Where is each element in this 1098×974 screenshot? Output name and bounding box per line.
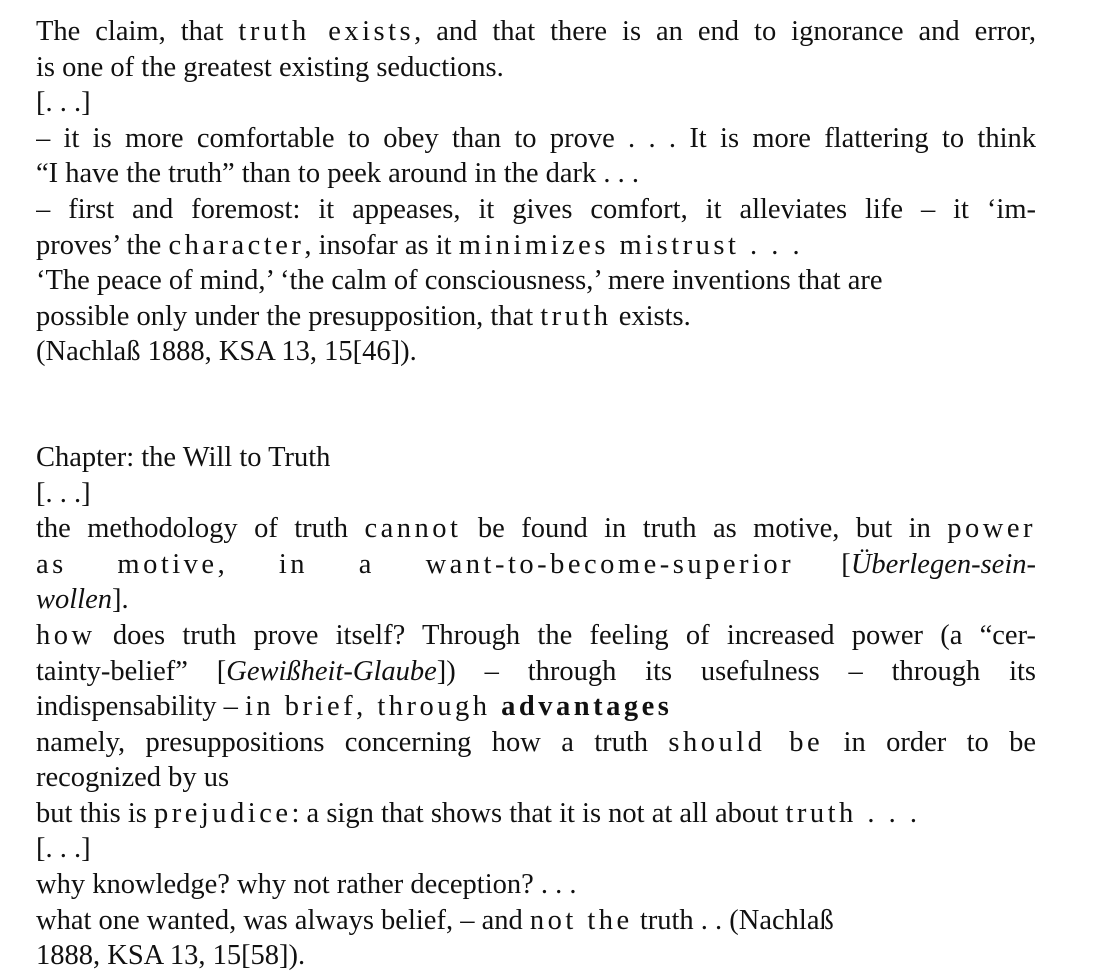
text-line: what one wanted, was always belief, – and not the truth . . (Nachlaß — [36, 904, 834, 936]
text-line: namely, presuppositions concerning how a truth should be in order to be — [36, 726, 1036, 758]
text-line: ‘The peace of mind,’ ‘the calm of consciousness,’ mere inventions that are — [36, 265, 883, 297]
block-spacer — [36, 370, 1036, 440]
citation: 1888, KSA 13, 15[58]). — [36, 940, 306, 972]
text-line: is one of the greatest existing seductions. — [36, 51, 504, 83]
chapter-heading: Chapter: the Will to Truth — [36, 441, 331, 473]
italic-term: Gewißheit-Glaube — [226, 655, 437, 687]
spaced-emphasis: prejudice — [153, 797, 292, 829]
text-line: – it is more comfortable to obey than to prove . . . It is more flattering to think — [36, 122, 1036, 154]
spaced-emphasis: character — [168, 229, 305, 261]
text-line: – first and foremost: it appeases, it gives comfort, it alleviates life – it ‘im- — [36, 193, 1036, 225]
ellipsis-marker: [. . .] — [36, 477, 91, 509]
spaced-emphasis: truth exists — [238, 16, 415, 47]
spaced-emphasis: in brief, through — [245, 691, 502, 723]
spaced-emphasis: cannot — [364, 513, 462, 545]
ellipsis-marker: [. . .] — [36, 833, 91, 865]
text-line: possible only under the presupposition, that truth exists. — [36, 300, 691, 332]
bold-spaced-emphasis: advantages — [501, 691, 673, 723]
text-line: as motive, in a want-to-become-superior [Überlegen-sein- — [36, 548, 1036, 580]
ellipsis-marker: [. . .] — [36, 87, 91, 119]
spaced-emphasis: as motive, in a want-to-become-superior — [36, 548, 795, 580]
quote-block-2 — [36, 440, 1036, 974]
text-line: wollen]. — [36, 584, 129, 616]
text-line: indispensability – in brief, through advantages — [36, 691, 673, 723]
text-line: the methodology of truth cannot be found in truth as motive, but in power — [36, 513, 1036, 545]
italic-term: Überlegen-sein- — [850, 548, 1036, 580]
italic-term: wollen — [36, 584, 112, 616]
text-line: but this is prejudice: a sign that shows that it is not at all about truth . . . — [36, 797, 921, 829]
spaced-emphasis: minimizes mistrust . . . — [458, 229, 804, 261]
text-line: The claim, that truth exists, and that there is an end to ignorance and error, — [36, 16, 1036, 47]
spaced-emphasis: power — [947, 513, 1036, 545]
text-line: tainty-belief” [Gewißheit-Glaube]) – through its usefulness – through its — [36, 655, 1036, 687]
text-line: why knowledge? why not rather deception? . . . — [36, 869, 577, 901]
citation: (Nachlaß 1888, KSA 13, 15[46]). — [36, 336, 417, 368]
spaced-emphasis: truth — [540, 300, 612, 332]
spaced-emphasis: how — [36, 619, 96, 651]
text-line: how does truth prove itself? Through the feeling of increased power (a “cer- — [36, 619, 1036, 651]
document-page — [36, 14, 1036, 974]
spaced-emphasis: not the — [529, 904, 633, 936]
text-line: recognized by us — [36, 762, 230, 794]
spaced-emphasis: truth . . . — [785, 797, 921, 829]
quote-block-1 — [36, 14, 1036, 370]
text-line: “I have the truth” than to peek around in the dark . . . — [36, 158, 640, 190]
spaced-emphasis: should be — [668, 726, 824, 758]
text-line: proves’ the character, insofar as it minimizes mistrust . . . — [36, 229, 804, 261]
